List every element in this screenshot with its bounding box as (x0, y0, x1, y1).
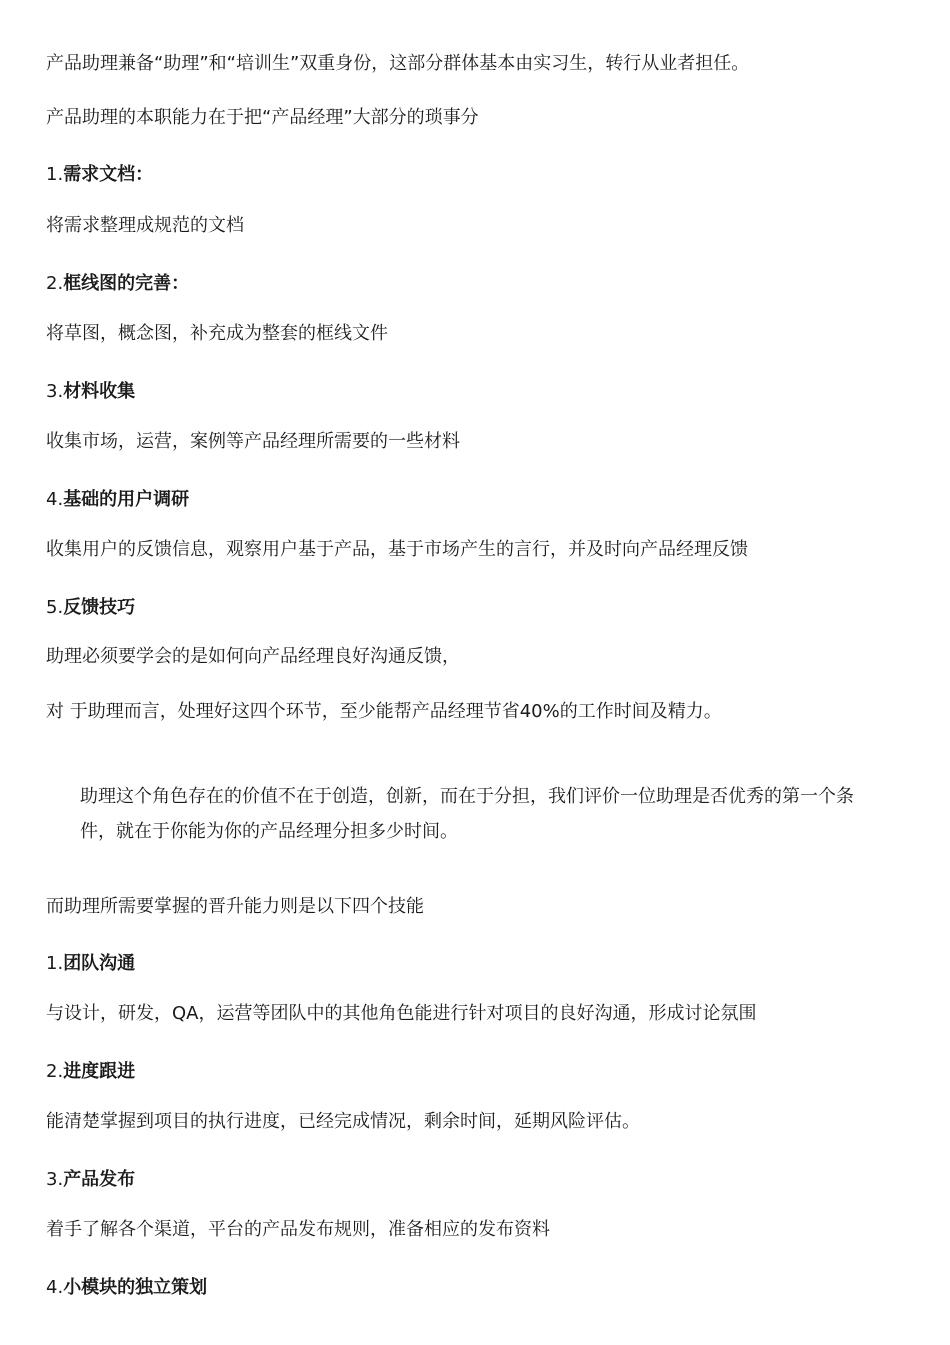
intro-line-2: 产品助理的本职能力在于把“产品经理”大部分的琐事分 (46, 107, 479, 128)
advanced-skill-1-heading (46, 951, 135, 977)
basic-skill-2-number: 2. (46, 273, 64, 294)
basic-skill-1-number: 1. (46, 164, 64, 185)
advanced-skill-3-title: 产品发布 (63, 1169, 136, 1190)
basic-skill-5-heading (46, 595, 135, 621)
advanced-skill-3-desc: 着手了解各个渠道，平台的产品发布规则，准备相应的发布资料 (46, 1219, 550, 1240)
basic-skill-5-title: 反馈技巧 (63, 597, 136, 618)
basic-skill-1-heading (46, 162, 153, 188)
basic-skill-1-desc: 将需求整理成规范的文档 (46, 215, 244, 236)
intro-line-1: 产品助理兼备“助理”和“培训生”双重身份，这部分群体基本由实习生，转行从业者担任。 (46, 53, 750, 74)
quote-block: 助理这个角色存在的价值不在于创造，创新，而在于分担，我们评价一位助理是否优秀的第一个条件，就在于你能为你的产品经理分担多少时间。 (80, 786, 854, 842)
basic-skill-5-number: 5. (46, 597, 64, 618)
advanced-intro: 而助理所需要掌握的晋升能力则是以下四个技能 (46, 896, 424, 917)
basic-skill-4-heading (46, 487, 189, 513)
basic-skill-2-title: 框线图的完善： (63, 273, 190, 294)
basic-skill-3-title: 材料收集 (63, 381, 136, 402)
basic-skill-3-heading (46, 379, 135, 405)
basic-skill-5-desc: 助理必须要学会的是如何向产品经理良好沟通反馈， (46, 646, 460, 667)
basic-skill-4-desc: 收集用户的反馈信息，观察用户基于产品，基于市场产生的言行，并及时向产品经理反馈 (46, 539, 748, 560)
advanced-skill-2-heading (46, 1059, 135, 1085)
basic-skill-4-title: 基础的用户调研 (63, 489, 190, 510)
basic-skill-2-desc: 将草图，概念图，补充成为整套的框线文件 (46, 323, 388, 344)
basic-skill-1-title: 需求文档： (63, 164, 154, 185)
advanced-skill-1-title: 团队沟通 (63, 953, 136, 974)
basic-skill-4-number: 4. (46, 489, 64, 510)
basic-skill-2-heading (46, 271, 189, 297)
advanced-skill-1-desc: 与设计，研发，QA，运营等团队中的其他角色能进行针对项目的良好沟通，形成讨论氛围 (46, 1003, 757, 1024)
advanced-skill-4-heading (46, 1275, 207, 1301)
basic-skill-3-desc: 收集市场，运营，案例等产品经理所需要的一些材料 (46, 431, 460, 452)
advanced-skill-1-number: 1. (46, 953, 64, 974)
advanced-skill-2-title: 进度跟进 (63, 1061, 136, 1082)
advanced-skill-3-number: 3. (46, 1169, 64, 1190)
advanced-skill-4-number: 4. (46, 1277, 64, 1298)
advanced-skill-3-heading (46, 1167, 135, 1193)
basic-skill-3-number: 3. (46, 381, 64, 402)
advanced-skill-4-title: 小模块的独立策划 (63, 1277, 208, 1298)
advanced-skill-2-desc: 能清楚掌握到项目的执行进度，已经完成情况，剩余时间，延期风险评估。 (46, 1111, 640, 1132)
advanced-skill-2-number: 2. (46, 1061, 64, 1082)
summary-text: 对 于助理而言，处理好这四个环节，至少能帮产品经理节省40%的工作时间及精力。 (46, 701, 722, 722)
